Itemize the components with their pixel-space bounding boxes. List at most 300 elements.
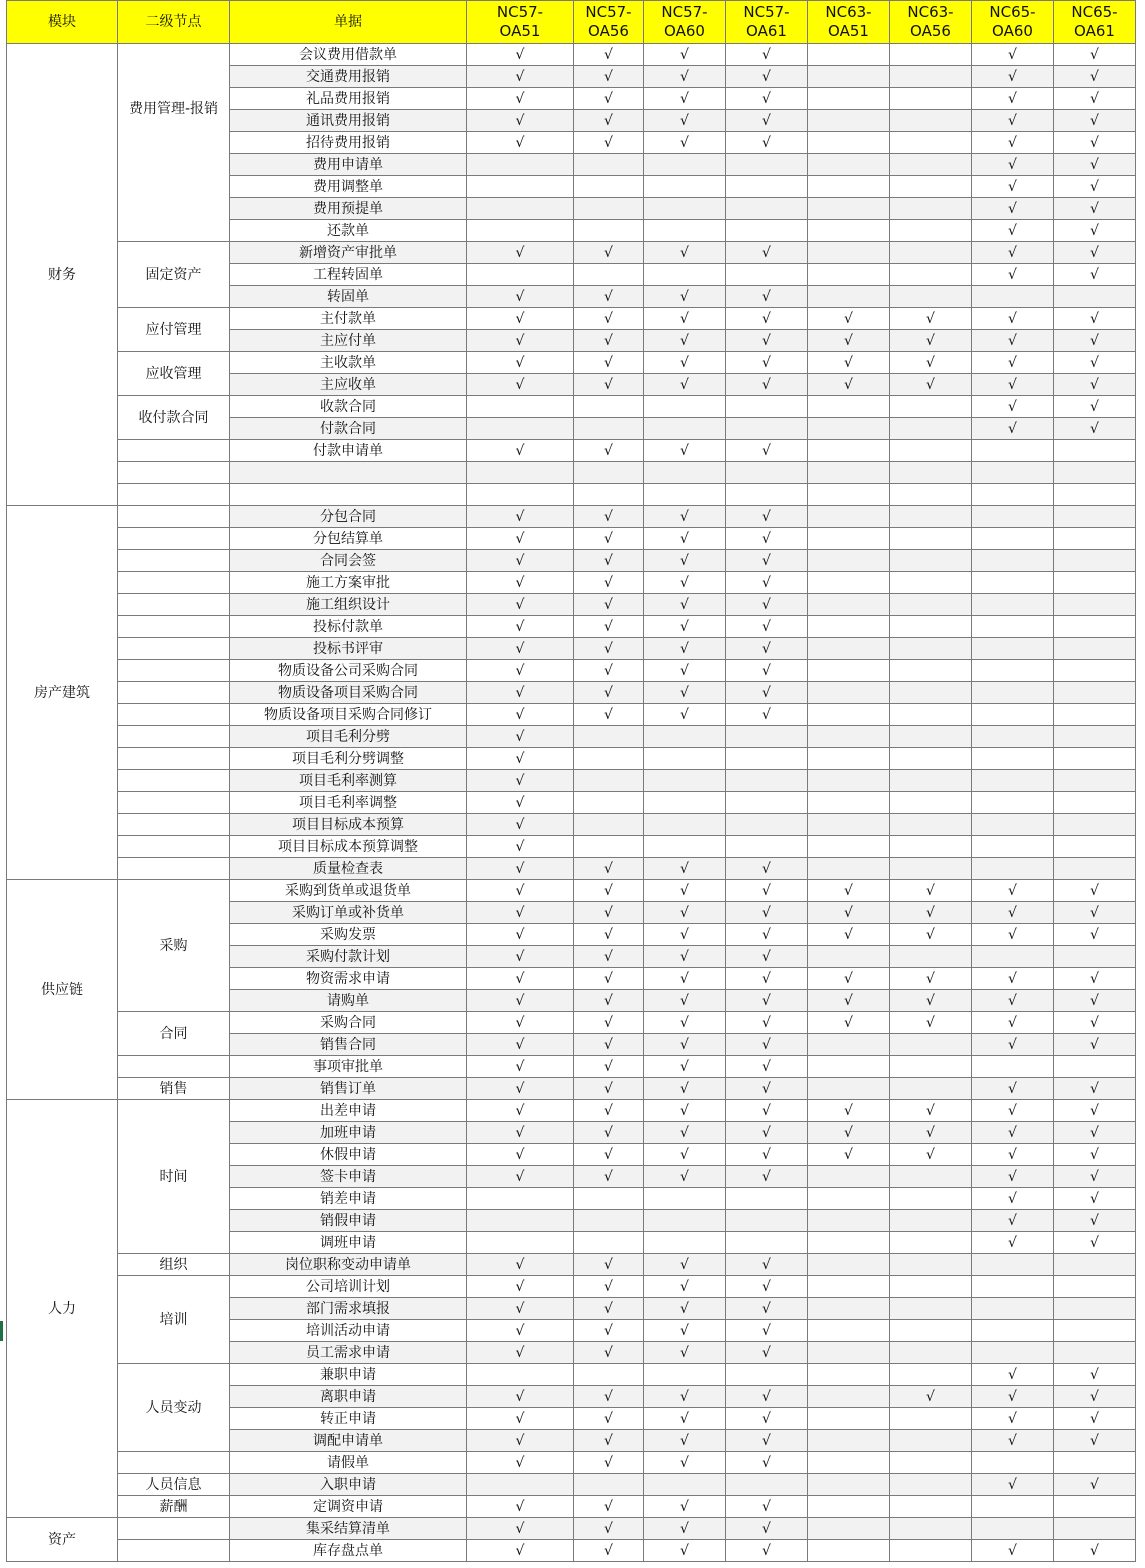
support-cell[interactable]: √ bbox=[1054, 1232, 1136, 1254]
support-cell[interactable]: √ bbox=[574, 616, 644, 638]
support-cell[interactable] bbox=[1054, 440, 1136, 462]
support-cell[interactable]: √ bbox=[644, 572, 726, 594]
sub-node-cell[interactable] bbox=[118, 836, 230, 858]
support-cell[interactable] bbox=[890, 264, 972, 286]
support-cell[interactable]: √ bbox=[726, 550, 808, 572]
support-cell[interactable]: √ bbox=[972, 242, 1054, 264]
support-cell[interactable] bbox=[1054, 1518, 1136, 1540]
support-cell[interactable]: √ bbox=[972, 880, 1054, 902]
support-cell[interactable] bbox=[574, 484, 644, 506]
support-cell[interactable]: √ bbox=[726, 638, 808, 660]
support-cell[interactable]: √ bbox=[644, 1034, 726, 1056]
support-cell[interactable] bbox=[890, 682, 972, 704]
support-cell[interactable]: √ bbox=[467, 748, 574, 770]
support-cell[interactable] bbox=[644, 220, 726, 242]
support-cell[interactable]: √ bbox=[467, 352, 574, 374]
document-cell[interactable]: 加班申请 bbox=[230, 1122, 467, 1144]
document-cell[interactable]: 兼职申请 bbox=[230, 1364, 467, 1386]
document-cell[interactable]: 合同会签 bbox=[230, 550, 467, 572]
support-cell[interactable] bbox=[890, 198, 972, 220]
support-cell[interactable] bbox=[972, 1276, 1054, 1298]
support-cell[interactable] bbox=[574, 1232, 644, 1254]
support-cell[interactable] bbox=[644, 814, 726, 836]
sub-node-cell[interactable]: 销售 bbox=[118, 1078, 230, 1100]
support-cell[interactable] bbox=[467, 198, 574, 220]
support-cell[interactable] bbox=[808, 528, 890, 550]
support-cell[interactable] bbox=[726, 462, 808, 484]
support-cell[interactable]: √ bbox=[726, 660, 808, 682]
support-cell[interactable] bbox=[972, 1342, 1054, 1364]
support-cell[interactable]: √ bbox=[644, 44, 726, 66]
support-cell[interactable]: √ bbox=[574, 946, 644, 968]
header-version[interactable]: NC57- OA60 bbox=[644, 1, 726, 44]
support-cell[interactable]: √ bbox=[726, 946, 808, 968]
support-cell[interactable]: √ bbox=[644, 242, 726, 264]
support-cell[interactable] bbox=[972, 946, 1054, 968]
support-cell[interactable]: √ bbox=[467, 990, 574, 1012]
support-cell[interactable]: √ bbox=[644, 1078, 726, 1100]
support-cell[interactable]: √ bbox=[890, 352, 972, 374]
support-cell[interactable] bbox=[1054, 1342, 1136, 1364]
document-cell[interactable]: 请假单 bbox=[230, 1452, 467, 1474]
support-cell[interactable]: √ bbox=[467, 792, 574, 814]
support-cell[interactable]: √ bbox=[644, 110, 726, 132]
support-cell[interactable]: √ bbox=[1054, 110, 1136, 132]
support-cell[interactable]: √ bbox=[972, 1386, 1054, 1408]
support-cell[interactable]: √ bbox=[644, 1254, 726, 1276]
support-cell[interactable] bbox=[574, 1188, 644, 1210]
support-cell[interactable]: √ bbox=[644, 1452, 726, 1474]
module-cell[interactable]: 供应链 bbox=[7, 880, 118, 1100]
support-cell[interactable]: √ bbox=[467, 1496, 574, 1518]
support-cell[interactable] bbox=[574, 264, 644, 286]
support-cell[interactable]: √ bbox=[726, 990, 808, 1012]
document-cell[interactable]: 离职申请 bbox=[230, 1386, 467, 1408]
support-cell[interactable]: √ bbox=[972, 88, 1054, 110]
support-cell[interactable]: √ bbox=[972, 1034, 1054, 1056]
support-cell[interactable] bbox=[808, 858, 890, 880]
support-cell[interactable]: √ bbox=[467, 946, 574, 968]
support-cell[interactable] bbox=[726, 1188, 808, 1210]
support-cell[interactable] bbox=[890, 550, 972, 572]
document-cell[interactable]: 采购合同 bbox=[230, 1012, 467, 1034]
sub-node-cell[interactable] bbox=[118, 1540, 230, 1562]
support-cell[interactable]: √ bbox=[726, 924, 808, 946]
support-cell[interactable] bbox=[644, 264, 726, 286]
support-cell[interactable] bbox=[890, 1496, 972, 1518]
support-cell[interactable] bbox=[890, 110, 972, 132]
support-cell[interactable] bbox=[644, 418, 726, 440]
support-cell[interactable]: √ bbox=[972, 396, 1054, 418]
sub-node-cell[interactable] bbox=[118, 1518, 230, 1540]
support-cell[interactable] bbox=[726, 220, 808, 242]
support-cell[interactable]: √ bbox=[1054, 132, 1136, 154]
support-cell[interactable]: √ bbox=[972, 1210, 1054, 1232]
module-cell[interactable]: 资产 bbox=[7, 1518, 118, 1562]
support-cell[interactable]: √ bbox=[644, 330, 726, 352]
support-cell[interactable] bbox=[1054, 792, 1136, 814]
support-cell[interactable]: √ bbox=[1054, 1364, 1136, 1386]
support-cell[interactable] bbox=[808, 88, 890, 110]
support-cell[interactable]: √ bbox=[574, 66, 644, 88]
support-cell[interactable] bbox=[890, 594, 972, 616]
support-cell[interactable] bbox=[467, 1474, 574, 1496]
sub-node-cell[interactable] bbox=[118, 858, 230, 880]
support-cell[interactable] bbox=[972, 462, 1054, 484]
support-cell[interactable]: √ bbox=[726, 1298, 808, 1320]
support-cell[interactable] bbox=[808, 836, 890, 858]
support-cell[interactable]: √ bbox=[726, 528, 808, 550]
support-cell[interactable] bbox=[644, 396, 726, 418]
support-cell[interactable]: √ bbox=[467, 1122, 574, 1144]
support-cell[interactable]: √ bbox=[574, 1496, 644, 1518]
support-cell[interactable]: √ bbox=[574, 968, 644, 990]
document-cell[interactable]: 主付款单 bbox=[230, 308, 467, 330]
support-cell[interactable] bbox=[808, 1254, 890, 1276]
support-cell[interactable]: √ bbox=[467, 616, 574, 638]
support-cell[interactable]: √ bbox=[972, 1364, 1054, 1386]
support-cell[interactable] bbox=[1054, 704, 1136, 726]
support-cell[interactable]: √ bbox=[467, 814, 574, 836]
support-cell[interactable] bbox=[574, 1364, 644, 1386]
support-cell[interactable]: √ bbox=[972, 1166, 1054, 1188]
sub-node-cell[interactable]: 时间 bbox=[118, 1100, 230, 1254]
support-cell[interactable]: √ bbox=[467, 572, 574, 594]
support-cell[interactable] bbox=[574, 748, 644, 770]
support-cell[interactable] bbox=[644, 462, 726, 484]
support-cell[interactable] bbox=[890, 154, 972, 176]
support-cell[interactable]: √ bbox=[890, 1144, 972, 1166]
support-cell[interactable] bbox=[808, 660, 890, 682]
support-cell[interactable]: √ bbox=[972, 418, 1054, 440]
support-cell[interactable]: √ bbox=[972, 66, 1054, 88]
support-cell[interactable] bbox=[808, 1518, 890, 1540]
support-cell[interactable]: √ bbox=[972, 1144, 1054, 1166]
support-cell[interactable] bbox=[890, 1430, 972, 1452]
support-cell[interactable] bbox=[808, 1298, 890, 1320]
support-cell[interactable]: √ bbox=[1054, 264, 1136, 286]
header-version[interactable]: NC57- OA51 bbox=[467, 1, 574, 44]
support-cell[interactable]: √ bbox=[467, 1430, 574, 1452]
support-cell[interactable]: √ bbox=[574, 1100, 644, 1122]
support-cell[interactable] bbox=[808, 572, 890, 594]
support-cell[interactable]: √ bbox=[726, 902, 808, 924]
support-cell[interactable]: √ bbox=[644, 1276, 726, 1298]
support-cell[interactable]: √ bbox=[467, 660, 574, 682]
support-cell[interactable]: √ bbox=[467, 880, 574, 902]
support-cell[interactable]: √ bbox=[726, 594, 808, 616]
support-cell[interactable]: √ bbox=[808, 924, 890, 946]
support-cell[interactable] bbox=[972, 440, 1054, 462]
sub-node-cell[interactable]: 费用管理-报销 bbox=[118, 44, 230, 242]
support-cell[interactable]: √ bbox=[644, 352, 726, 374]
support-cell[interactable] bbox=[808, 1386, 890, 1408]
support-cell[interactable] bbox=[1054, 858, 1136, 880]
sub-node-cell[interactable] bbox=[118, 572, 230, 594]
support-cell[interactable]: √ bbox=[890, 308, 972, 330]
support-cell[interactable]: √ bbox=[1054, 396, 1136, 418]
support-cell[interactable] bbox=[890, 66, 972, 88]
support-cell[interactable] bbox=[972, 572, 1054, 594]
document-cell[interactable]: 招待费用报销 bbox=[230, 132, 467, 154]
support-cell[interactable] bbox=[1054, 836, 1136, 858]
support-cell[interactable] bbox=[574, 1474, 644, 1496]
support-cell[interactable] bbox=[467, 396, 574, 418]
support-cell[interactable]: √ bbox=[574, 528, 644, 550]
support-cell[interactable] bbox=[808, 132, 890, 154]
support-cell[interactable]: √ bbox=[726, 880, 808, 902]
support-cell[interactable]: √ bbox=[574, 1452, 644, 1474]
sub-node-cell[interactable] bbox=[118, 506, 230, 528]
sub-node-cell[interactable]: 组织 bbox=[118, 1254, 230, 1276]
support-cell[interactable]: √ bbox=[467, 1056, 574, 1078]
support-cell[interactable]: √ bbox=[644, 1298, 726, 1320]
support-cell[interactable] bbox=[726, 418, 808, 440]
support-cell[interactable]: √ bbox=[972, 44, 1054, 66]
support-cell[interactable] bbox=[890, 946, 972, 968]
support-cell[interactable] bbox=[726, 1232, 808, 1254]
support-cell[interactable]: √ bbox=[1054, 308, 1136, 330]
support-cell[interactable]: √ bbox=[1054, 1210, 1136, 1232]
support-cell[interactable] bbox=[808, 1166, 890, 1188]
support-cell[interactable] bbox=[644, 198, 726, 220]
support-cell[interactable] bbox=[890, 1518, 972, 1540]
support-cell[interactable] bbox=[808, 1078, 890, 1100]
document-cell[interactable]: 主收款单 bbox=[230, 352, 467, 374]
support-cell[interactable]: √ bbox=[467, 1452, 574, 1474]
support-cell[interactable] bbox=[808, 220, 890, 242]
support-cell[interactable]: √ bbox=[890, 1012, 972, 1034]
sub-node-cell[interactable] bbox=[118, 660, 230, 682]
support-cell[interactable]: √ bbox=[467, 550, 574, 572]
support-cell[interactable] bbox=[644, 484, 726, 506]
support-cell[interactable]: √ bbox=[467, 132, 574, 154]
support-cell[interactable]: √ bbox=[467, 506, 574, 528]
document-cell[interactable]: 项目毛利分劈 bbox=[230, 726, 467, 748]
support-cell[interactable] bbox=[808, 1276, 890, 1298]
support-cell[interactable] bbox=[726, 396, 808, 418]
support-cell[interactable] bbox=[808, 616, 890, 638]
support-cell[interactable]: √ bbox=[574, 110, 644, 132]
support-cell[interactable]: √ bbox=[808, 990, 890, 1012]
support-cell[interactable]: √ bbox=[1054, 176, 1136, 198]
support-cell[interactable] bbox=[808, 1342, 890, 1364]
support-cell[interactable] bbox=[890, 814, 972, 836]
support-cell[interactable] bbox=[972, 1320, 1054, 1342]
support-cell[interactable]: √ bbox=[726, 66, 808, 88]
support-cell[interactable] bbox=[890, 1408, 972, 1430]
support-cell[interactable]: √ bbox=[1054, 1144, 1136, 1166]
support-cell[interactable] bbox=[972, 682, 1054, 704]
sub-node-cell[interactable]: 人员变动 bbox=[118, 1364, 230, 1452]
support-cell[interactable] bbox=[808, 594, 890, 616]
support-cell[interactable] bbox=[890, 1364, 972, 1386]
support-cell[interactable]: √ bbox=[726, 88, 808, 110]
document-cell[interactable]: 定调资申请 bbox=[230, 1496, 467, 1518]
support-cell[interactable]: √ bbox=[726, 858, 808, 880]
support-cell[interactable] bbox=[1054, 1452, 1136, 1474]
support-cell[interactable]: √ bbox=[1054, 1078, 1136, 1100]
support-cell[interactable]: √ bbox=[467, 44, 574, 66]
support-cell[interactable] bbox=[972, 748, 1054, 770]
support-cell[interactable]: √ bbox=[574, 1166, 644, 1188]
support-cell[interactable] bbox=[890, 1056, 972, 1078]
support-cell[interactable] bbox=[574, 220, 644, 242]
support-cell[interactable] bbox=[808, 814, 890, 836]
support-cell[interactable]: √ bbox=[574, 924, 644, 946]
support-cell[interactable]: √ bbox=[808, 308, 890, 330]
support-cell[interactable] bbox=[972, 550, 1054, 572]
support-cell[interactable] bbox=[890, 1452, 972, 1474]
support-cell[interactable]: √ bbox=[726, 968, 808, 990]
support-cell[interactable] bbox=[890, 1276, 972, 1298]
support-cell[interactable] bbox=[1054, 1298, 1136, 1320]
document-cell[interactable]: 转正申请 bbox=[230, 1408, 467, 1430]
document-cell[interactable]: 员工需求申请 bbox=[230, 1342, 467, 1364]
support-cell[interactable] bbox=[726, 1210, 808, 1232]
support-cell[interactable]: √ bbox=[1054, 66, 1136, 88]
support-cell[interactable] bbox=[890, 418, 972, 440]
support-cell[interactable] bbox=[574, 792, 644, 814]
support-cell[interactable] bbox=[972, 484, 1054, 506]
support-cell[interactable]: √ bbox=[726, 1012, 808, 1034]
support-cell[interactable] bbox=[726, 1364, 808, 1386]
document-cell[interactable]: 交通费用报销 bbox=[230, 66, 467, 88]
support-cell[interactable] bbox=[574, 198, 644, 220]
sub-node-cell[interactable]: 人员信息 bbox=[118, 1474, 230, 1496]
support-cell[interactable] bbox=[1054, 528, 1136, 550]
module-cell[interactable]: 房产建筑 bbox=[7, 506, 118, 880]
support-cell[interactable]: √ bbox=[1054, 1430, 1136, 1452]
support-cell[interactable]: √ bbox=[1054, 1122, 1136, 1144]
support-cell[interactable]: √ bbox=[726, 1540, 808, 1562]
support-cell[interactable] bbox=[1054, 946, 1136, 968]
support-cell[interactable]: √ bbox=[467, 1166, 574, 1188]
support-cell[interactable] bbox=[467, 462, 574, 484]
support-cell[interactable]: √ bbox=[808, 1100, 890, 1122]
support-cell[interactable] bbox=[574, 770, 644, 792]
sub-node-cell[interactable]: 应收管理 bbox=[118, 352, 230, 396]
support-cell[interactable]: √ bbox=[1054, 88, 1136, 110]
support-cell[interactable]: √ bbox=[574, 286, 644, 308]
document-cell[interactable]: 收款合同 bbox=[230, 396, 467, 418]
support-cell[interactable] bbox=[644, 154, 726, 176]
support-cell[interactable]: √ bbox=[574, 506, 644, 528]
support-cell[interactable]: √ bbox=[644, 1320, 726, 1342]
support-cell[interactable]: √ bbox=[726, 1342, 808, 1364]
support-cell[interactable]: √ bbox=[890, 924, 972, 946]
support-cell[interactable]: √ bbox=[726, 1452, 808, 1474]
support-cell[interactable] bbox=[1054, 550, 1136, 572]
support-cell[interactable]: √ bbox=[1054, 198, 1136, 220]
support-cell[interactable] bbox=[972, 814, 1054, 836]
support-cell[interactable]: √ bbox=[1054, 924, 1136, 946]
support-cell[interactable]: √ bbox=[644, 682, 726, 704]
support-cell[interactable] bbox=[574, 726, 644, 748]
document-cell[interactable]: 物质设备项目采购合同 bbox=[230, 682, 467, 704]
support-cell[interactable] bbox=[1054, 484, 1136, 506]
support-cell[interactable] bbox=[1054, 1496, 1136, 1518]
support-cell[interactable]: √ bbox=[644, 528, 726, 550]
support-cell[interactable] bbox=[890, 1298, 972, 1320]
support-cell[interactable]: √ bbox=[644, 858, 726, 880]
support-cell[interactable]: √ bbox=[726, 110, 808, 132]
support-cell[interactable] bbox=[1054, 660, 1136, 682]
document-cell[interactable]: 转固单 bbox=[230, 286, 467, 308]
support-cell[interactable] bbox=[808, 1540, 890, 1562]
support-cell[interactable] bbox=[890, 572, 972, 594]
support-cell[interactable] bbox=[890, 1232, 972, 1254]
support-cell[interactable] bbox=[574, 836, 644, 858]
document-cell[interactable]: 销差申请 bbox=[230, 1188, 467, 1210]
support-cell[interactable] bbox=[972, 704, 1054, 726]
support-cell[interactable]: √ bbox=[644, 440, 726, 462]
support-cell[interactable]: √ bbox=[1054, 242, 1136, 264]
support-cell[interactable] bbox=[808, 726, 890, 748]
support-cell[interactable] bbox=[890, 1320, 972, 1342]
support-cell[interactable]: √ bbox=[972, 1540, 1054, 1562]
document-cell[interactable]: 费用调整单 bbox=[230, 176, 467, 198]
support-cell[interactable]: √ bbox=[972, 264, 1054, 286]
support-cell[interactable] bbox=[808, 748, 890, 770]
sub-node-cell[interactable] bbox=[118, 594, 230, 616]
sub-node-cell[interactable] bbox=[118, 638, 230, 660]
document-cell[interactable]: 分包结算单 bbox=[230, 528, 467, 550]
support-cell[interactable] bbox=[808, 1408, 890, 1430]
document-cell[interactable]: 岗位职称变动申请单 bbox=[230, 1254, 467, 1276]
support-cell[interactable]: √ bbox=[726, 1144, 808, 1166]
sub-node-cell[interactable] bbox=[118, 792, 230, 814]
support-cell[interactable] bbox=[890, 440, 972, 462]
support-cell[interactable] bbox=[467, 264, 574, 286]
support-cell[interactable]: √ bbox=[574, 902, 644, 924]
support-cell[interactable] bbox=[808, 396, 890, 418]
support-cell[interactable] bbox=[467, 1188, 574, 1210]
support-cell[interactable] bbox=[726, 198, 808, 220]
header-sub-node[interactable]: 二级节点 bbox=[118, 1, 230, 44]
support-cell[interactable]: √ bbox=[726, 1386, 808, 1408]
support-cell[interactable]: √ bbox=[890, 880, 972, 902]
support-cell[interactable] bbox=[808, 1364, 890, 1386]
support-cell[interactable] bbox=[808, 110, 890, 132]
document-cell[interactable]: 采购付款计划 bbox=[230, 946, 467, 968]
support-cell[interactable]: √ bbox=[1054, 1012, 1136, 1034]
support-cell[interactable]: √ bbox=[467, 1254, 574, 1276]
support-cell[interactable] bbox=[644, 1188, 726, 1210]
support-cell[interactable] bbox=[972, 1518, 1054, 1540]
support-cell[interactable] bbox=[644, 726, 726, 748]
support-cell[interactable]: √ bbox=[726, 44, 808, 66]
support-cell[interactable]: √ bbox=[726, 440, 808, 462]
support-cell[interactable] bbox=[808, 1210, 890, 1232]
support-cell[interactable] bbox=[972, 858, 1054, 880]
support-cell[interactable] bbox=[726, 154, 808, 176]
support-cell[interactable] bbox=[972, 506, 1054, 528]
support-cell[interactable]: √ bbox=[972, 1430, 1054, 1452]
support-cell[interactable] bbox=[1054, 638, 1136, 660]
support-cell[interactable] bbox=[890, 1540, 972, 1562]
support-cell[interactable]: √ bbox=[574, 990, 644, 1012]
support-cell[interactable] bbox=[808, 792, 890, 814]
support-cell[interactable]: √ bbox=[726, 616, 808, 638]
support-cell[interactable] bbox=[972, 286, 1054, 308]
support-cell[interactable] bbox=[972, 528, 1054, 550]
support-cell[interactable]: √ bbox=[890, 968, 972, 990]
support-cell[interactable]: √ bbox=[574, 44, 644, 66]
support-cell[interactable]: √ bbox=[467, 924, 574, 946]
support-cell[interactable]: √ bbox=[972, 1100, 1054, 1122]
support-cell[interactable]: √ bbox=[644, 1122, 726, 1144]
